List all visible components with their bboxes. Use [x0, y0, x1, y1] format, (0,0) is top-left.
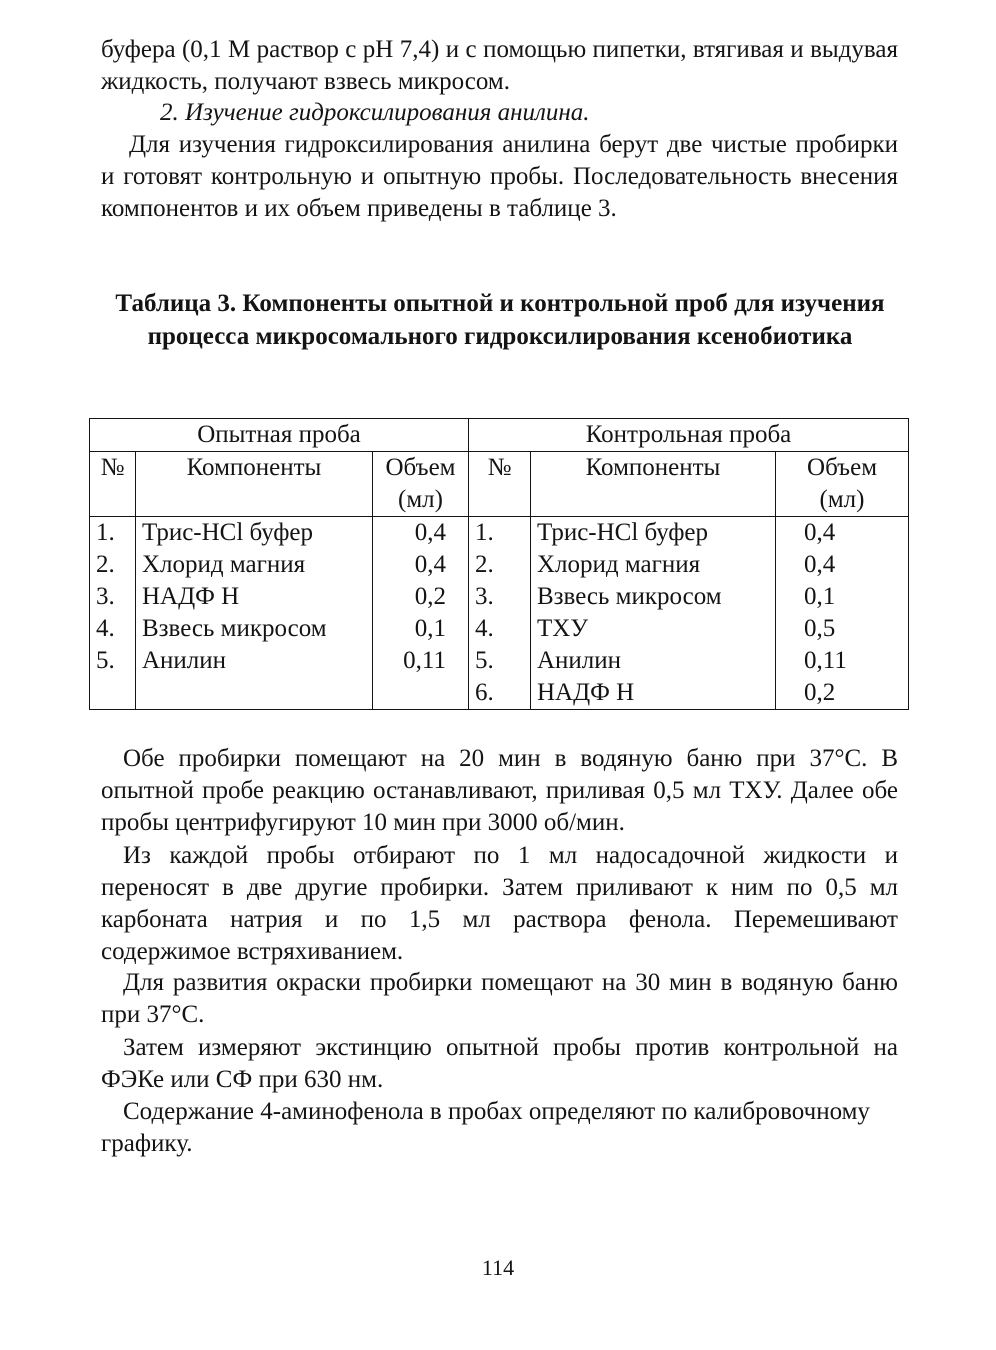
paragraph-measure: Затем измеряют экстинцию опытной пробы против контрольной на ФЭКе или СФ при 630 нм. — [101, 1034, 898, 1093]
row-volume: 0,4 — [373, 517, 469, 550]
paragraph-buffer: буфера (0,1 М раствор с pH 7,4) и с помощью пипетки, втягивая и выдувая жидкость, получают взвесь микросом. — [101, 36, 898, 95]
col-header-component: Компоненты — [531, 452, 776, 517]
row-component: Анилин — [531, 645, 776, 677]
row-number: 2. — [90, 549, 136, 581]
row-number — [90, 677, 136, 710]
col-header-number: № — [90, 452, 136, 517]
row-component: Хлорид магния — [136, 549, 373, 581]
col-header-volume: Объем (мл) — [776, 452, 909, 517]
row-number: 2. — [469, 549, 531, 581]
paragraph-intro: Для изучения гидроксилирования анилина берут две чистые пробирки и готовят контрольную и опытную пробы. Последовательность внесения компонентов и их объем приведены в таблице 3. — [101, 131, 898, 222]
table-caption: Таблица 3. Компоненты опытной и контрольной проб для изучения процесса микросомального гидроксилирования ксенобиотика — [115, 290, 885, 350]
row-volume: 0,4 — [776, 549, 909, 581]
row-component: ТХУ — [531, 613, 776, 645]
table-row — [90, 613, 909, 645]
section-heading: 2. Изучение гидроксилирования анилина. — [160, 99, 590, 126]
group-header-control: Контрольная проба — [469, 419, 909, 452]
row-number: 4. — [90, 613, 136, 645]
row-volume: 0,2 — [373, 581, 469, 613]
components-table — [89, 418, 909, 710]
row-volume: 0,11 — [776, 645, 909, 677]
row-component: Хлорид магния — [531, 549, 776, 581]
page-number: 114 — [481, 1255, 515, 1280]
row-number: 5. — [90, 645, 136, 677]
col-header-number: № — [469, 452, 531, 517]
table-row — [90, 677, 909, 710]
row-number: 1. — [90, 517, 136, 550]
row-volume: 0,4 — [373, 549, 469, 581]
row-volume: 0,1 — [776, 581, 909, 613]
table-row — [90, 549, 909, 581]
row-component: Анилин — [136, 645, 373, 677]
row-volume: 0,11 — [373, 645, 469, 677]
row-component: НАДФ Н — [531, 677, 776, 710]
row-volume — [373, 677, 469, 710]
table-column-header-row — [90, 452, 909, 517]
row-volume: 0,2 — [776, 677, 909, 710]
row-component: Трис-HCl буфер — [136, 517, 373, 550]
row-number: 3. — [90, 581, 136, 613]
row-volume: 0,1 — [373, 613, 469, 645]
row-component — [136, 677, 373, 710]
col-header-component: Компоненты — [136, 452, 373, 517]
row-number: 4. — [469, 613, 531, 645]
row-number: 3. — [469, 581, 531, 613]
table-row — [90, 517, 909, 550]
paragraph-aminophenol: Содержание 4-аминофенола в пробах определяют по калибровочному графику. — [101, 1098, 870, 1157]
col-header-volume: Объем (мл) — [373, 452, 469, 517]
row-component: Трис-HCl буфер — [531, 517, 776, 550]
row-number: 5. — [469, 645, 531, 677]
row-number: 6. — [469, 677, 531, 710]
row-volume: 0,4 — [776, 517, 909, 550]
row-volume: 0,5 — [776, 613, 909, 645]
table-row — [90, 581, 909, 613]
row-component: НАДФ Н — [136, 581, 373, 613]
paragraph-transfer: Из каждой пробы отбирают по 1 мл надосадочной жидкости и переносят в две другие пробирки. Затем приливают к ним по 0,5 мл карбоната натрия и по 1,5 мл раствора фенола. Перемешивают содержимое встряхиванием. — [101, 842, 898, 965]
row-component: Взвесь микросом — [531, 581, 776, 613]
table-row — [90, 645, 909, 677]
paragraph-color: Для развития окраски пробирки помещают на 30 мин в водяную баню при 37°С. — [101, 969, 898, 1028]
group-header-experimental: Опытная проба — [90, 419, 469, 452]
paragraph-incubation: Обе пробирки помещают на 20 мин в водяную баню при 37°С. В опытной пробе реакцию останавливают, приливая 0,5 мл ТХУ. Далее обе пробы центрифугируют 10 мин при 3000 об/мин. — [101, 745, 898, 836]
row-number: 1. — [469, 517, 531, 550]
row-component: Взвесь микросом — [136, 613, 373, 645]
table-group-header-row — [90, 419, 909, 452]
